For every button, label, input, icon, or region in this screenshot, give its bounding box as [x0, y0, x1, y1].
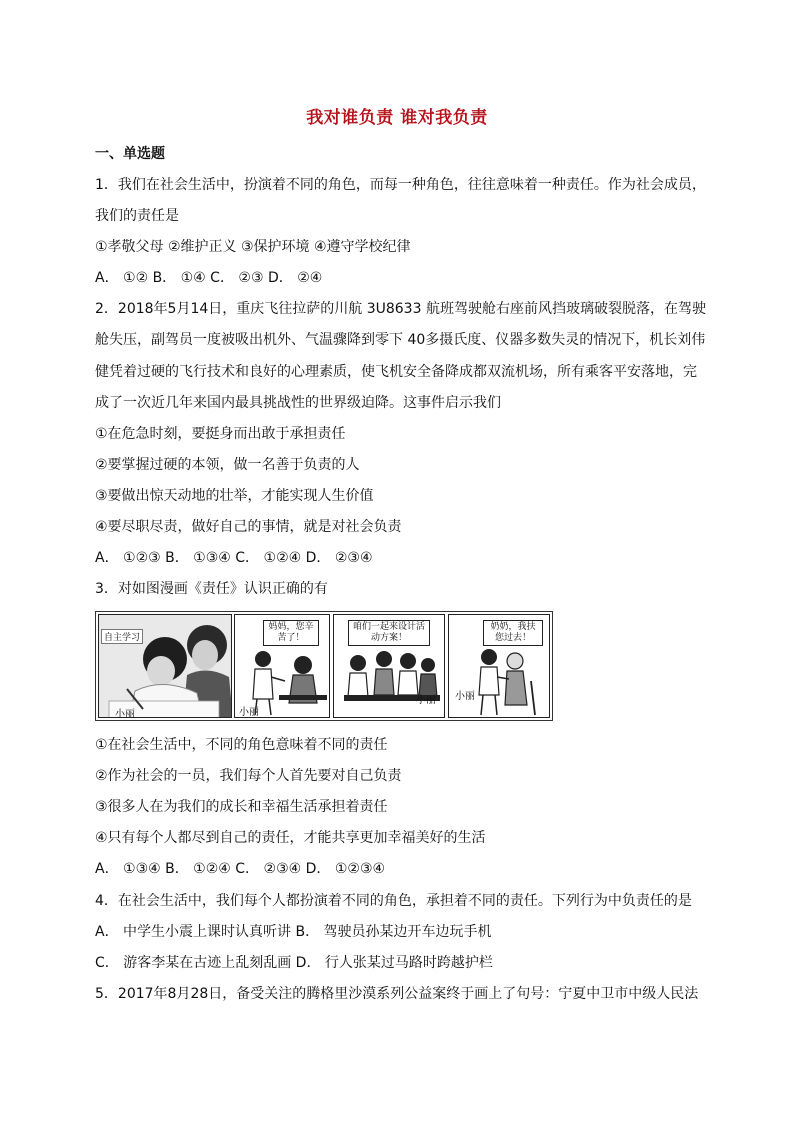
q3-item-4: ④只有每个人都尽到自己的责任，才能共享更加幸福美好的生活 — [95, 830, 486, 846]
panel4-speech-bubble: 奶奶，我扶您过去！ — [483, 620, 543, 646]
comic-panel-3 — [333, 614, 445, 718]
q2-options: A． ①②③ B． ①③④ C． ①②④ D． ②③④ — [95, 550, 373, 566]
panel3-speech-bubble: 咱们一起来设计活动方案！ — [348, 620, 430, 646]
responsibility-comic — [95, 611, 553, 721]
panel4-name: 小丽 — [455, 691, 475, 702]
q3-item-1: ①在社会生活中，不同的角色意味着不同的责任 — [95, 737, 388, 753]
q2-item-1: ①在危急时刻，要挺身而出敢于承担责任 — [95, 426, 346, 442]
q1-stem-line2: 我们的责任是 — [95, 208, 179, 224]
panel1-name: 小丽 — [115, 709, 135, 718]
q2-stem-line3: 健凭着过硬的飞行技术和良好的心理素质，使飞机安全备降成都双流机场，所有乘客平安落地，完 — [95, 364, 697, 380]
page-title: 我对谁负责 谁对我负责 — [306, 108, 488, 128]
panel1-label: 自主学习 — [101, 629, 143, 644]
q1-stem-line1: 1．我们在社会生活中，扮演着不同的角色，而每一种角色，往往意味着一种责任。作为社会成员， — [95, 177, 706, 193]
panel3-name: 小丽 — [416, 695, 436, 706]
q3-item-2: ②作为社会的一员，我们每个人首先要对自己负责 — [95, 768, 402, 784]
q2-stem-line1: 2．2018年5月14日，重庆飞往拉萨的川航 3U8633 航班驾驶舱右座前风挡玻璃破裂脱落，在驾驶 — [95, 301, 706, 317]
q1-options: A． ①② B． ①④ C． ②③ D． ②④ — [95, 270, 323, 286]
section-heading: 一、单选题 — [95, 146, 165, 162]
q2-item-2: ②要掌握过硬的本领，做一名善于负责的人 — [95, 457, 360, 473]
q2-item-3: ③要做出惊天动地的壮举，才能实现人生价值 — [95, 488, 374, 504]
q4-options-cd: C． 游客李某在古迹上乱刻乱画 D． 行人张某过马路时跨越护栏 — [95, 955, 493, 971]
q2-stem-line4: 成了一次近几年来国内最具挑战性的世界级迫降。这事件启示我们 — [95, 395, 501, 411]
q2-stem-line2: 舱失压，副驾员一度被吸出机外、气温骤降到零下 40多摄氏度、仪器多数失灵的情况下，机长刘伟 — [95, 332, 706, 348]
comic-panel-2 — [234, 614, 330, 718]
q4-stem: 4．在社会生活中，我们每个人都扮演着不同的角色，承担着不同的责任。下列行为中负责任的是 — [95, 893, 692, 909]
q3-options: A． ①③④ B． ①②④ C． ②③④ D． ①②③④ — [95, 861, 386, 877]
panel2-name: 小丽 — [239, 707, 259, 718]
comic-panel-1 — [98, 614, 232, 718]
q1-items: ①孝敬父母 ②维护正义 ③保护环境 ④遵守学校纪律 — [95, 239, 411, 255]
q4-options-ab: A． 中学生小震上课时认真听讲 B． 驾驶员孙某边开车边玩手机 — [95, 924, 492, 940]
q2-item-4: ④要尽职尽责，做好自己的事情，就是对社会负责 — [95, 519, 402, 535]
q3-stem: 3．对如图漫画《责任》认识正确的有 — [95, 581, 328, 597]
q3-item-3: ③很多人在为我们的成长和幸福生活承担着责任 — [95, 799, 388, 815]
panel2-speech-bubble: 妈妈，您辛苦了！ — [263, 620, 319, 646]
comic-panel-4 — [448, 614, 550, 718]
q5-stem-line1: 5．2017年8月28日，备受关注的腾格里沙漠系列公益案终于画上了句号：宁夏中卫市中级人民法 — [95, 986, 699, 1002]
